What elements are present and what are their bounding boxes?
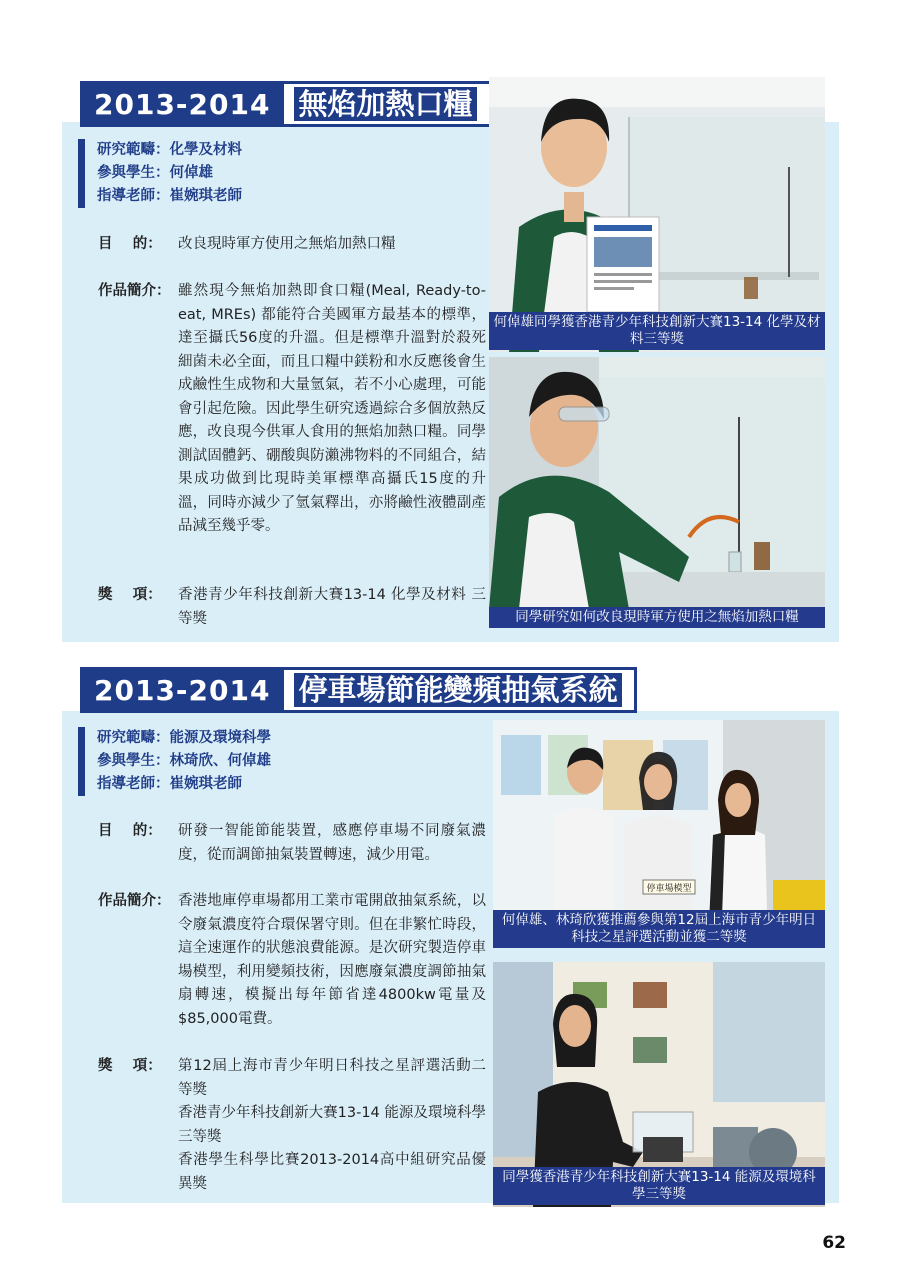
project-1-purpose: 改良現時軍方使用之無焰加熱口糧	[178, 236, 396, 252]
model-sign-text: 停車場模型	[646, 884, 692, 894]
project-2-award-row	[98, 1055, 486, 1196]
project-2-intro: 香港地庫停車場都用工業市電開啟抽氣系統，以令廢氣濃度符合環保署守則。但在非繁忙時段，這全速運作的狀態浪費能源。是次研究製造停車場模型，利用變頻技術，因應廢氣濃度調節抽氣扇轉速，模擬出每年節省達4800kw電量及$85,000電費。	[178, 893, 486, 1027]
project-2-award-3: 香港學生科學比賽2013-2014高中組研究品優異獎	[178, 1152, 486, 1192]
project-2-purpose-row	[98, 820, 486, 867]
project-2-field: 研究範疇：能源及環境科學	[97, 730, 271, 746]
project-2-meta	[78, 727, 271, 796]
project-1-field: 研究範疇：化學及材料	[97, 142, 242, 158]
award-label: 獎 項：	[98, 1058, 162, 1074]
project-2-award-1: 第12屆上海市青少年明日科技之星評選活動二等獎	[178, 1058, 486, 1098]
project-1-title-bar	[80, 81, 492, 127]
photo-3-caption: 何倬雄、林琦欣獲推薦參與第12屆上海市青少年明日科技之星評選活動並獲二等獎	[493, 910, 825, 948]
project-1-teacher: 指導老師：崔婉琪老師	[97, 188, 242, 204]
project-1-purpose-row	[98, 233, 486, 257]
project-2-title-text: 停車場節能變頻抽氣系統	[294, 673, 621, 707]
project-2-title	[284, 667, 636, 713]
project-2-year: 2013-2014	[80, 667, 284, 713]
photo-student-with-poster-illustration	[489, 77, 825, 352]
photo-student-experiment	[489, 357, 825, 609]
project-1-title-text: 無焰加熱口糧	[294, 87, 476, 121]
purpose-label: 目 的：	[98, 823, 162, 839]
project-1-intro-row	[98, 280, 486, 539]
project-2-intro-row	[98, 890, 486, 1031]
intro-label: 作品簡介：	[98, 893, 171, 909]
photo-4-caption: 同學獲香港青少年科技創新大賽13-14 能源及環境科學三等獎	[493, 1167, 825, 1205]
project-1-award: 香港青少年科技創新大賽13-14 化學及材料 三等獎	[178, 587, 486, 627]
project-1-meta	[78, 139, 242, 208]
purpose-label: 目 的：	[98, 236, 162, 252]
project-2-title-bar	[80, 667, 637, 713]
project-2-teacher: 指導老師：崔婉琪老師	[97, 776, 242, 792]
photo-2-caption: 同學研究如何改良現時軍方使用之無焰加熱口糧	[489, 607, 825, 628]
project-1-title	[284, 81, 491, 127]
project-1-intro: 雖然現今無焰加熱即食口糧(Meal, Ready-to-eat, MREs) 都能符合美國軍方最基本的標準，達至攝氏56度的升溫。但是標準升溫對於殺死細菌未必全面，而且口糧中鎂粉和水反應後會生成鹼性生成物和大量氫氣，若不小心處理，可能會引起危險。因此學生研究透過綜合多個放熱反應，改良現今供軍人食用的無焰加熱口糧。同學測試固體鈣、硼酸與防瀨沸物料的不同組合，結果成功做到比現時美軍標準高攝氏15度的升溫，同時亦減少了氫氣釋出，亦將鹼性液體副產品減至幾乎零。	[178, 283, 486, 534]
photo-student-experiment-illustration	[489, 357, 825, 609]
page-number: 62	[822, 1233, 846, 1253]
project-2-students: 參與學生：林琦欣、何倬雄	[97, 753, 271, 769]
award-label: 獎 項：	[98, 587, 162, 603]
project-1-year: 2013-2014	[80, 81, 284, 127]
project-2-purpose: 研發一智能節能裝置，感應停車場不同廢氣濃度，從而調節抽氣裝置轉速，減少用電。	[178, 823, 486, 863]
project-1-students: 參與學生：何倬雄	[97, 165, 213, 181]
photo-student-with-poster	[489, 77, 825, 352]
project-1-award-row	[98, 584, 486, 631]
project-2-award-2: 香港青少年科技創新大賽13-14 能源及環境科學 三等獎	[178, 1105, 486, 1145]
intro-label: 作品簡介：	[98, 283, 171, 299]
photo-1-caption: 何倬雄同學獲香港青少年科技創新大賽13-14 化學及材料三等獎	[489, 312, 825, 350]
